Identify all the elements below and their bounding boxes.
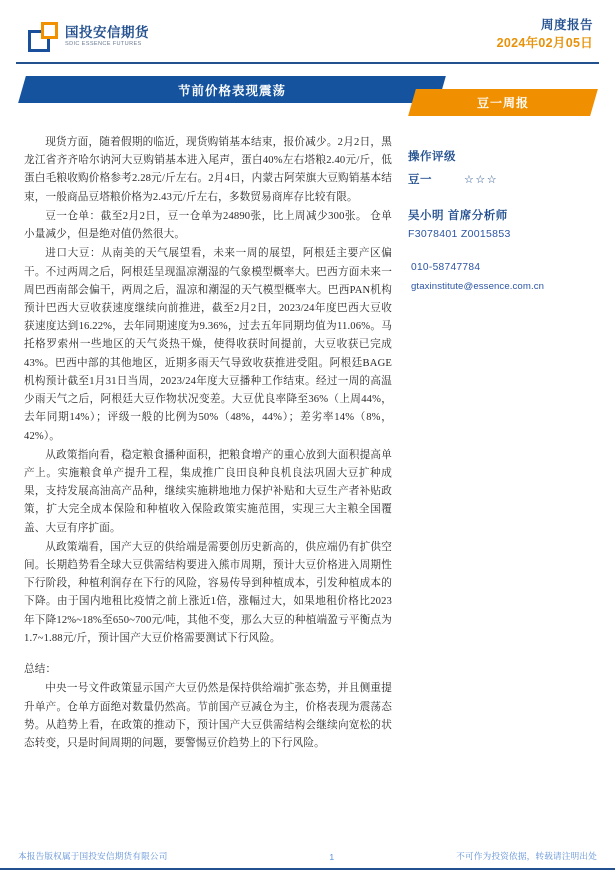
logo-orange-square-icon [41, 22, 58, 39]
analyst-license-code: F3078401 Z0015853 [408, 228, 511, 240]
analyst-sidebar [392, 134, 597, 292]
logo-wordmark [65, 26, 149, 48]
paragraph-warehouse-receipts: 豆一仓单：截至2月2日，豆一仓单为24890张，比上周减少300张。 仓单小量减少，但是绝对值仍然很大。 [24, 210, 392, 241]
banner-tag: 豆一周报 [476, 96, 529, 110]
page-footer [0, 850, 615, 870]
company-logo [28, 22, 149, 52]
logo-chinese-name: 国投安信期货 [65, 25, 149, 41]
rating-stars-icon: ☆☆☆ [464, 173, 499, 186]
contact-email[interactable]: gtaxinstitute@essence.com.cn [411, 281, 545, 292]
rating-product-name: 豆一 [408, 174, 432, 186]
summary-paragraph: 中央一号文件政策显示国产大豆仍然是保持供给端扩张态势，并且侧重提升单产。仓单方面绝对数量仍然高。节前国产豆减仓为主，价格表现为震荡态势。从趋势上看，在政策的推动下，预计国产大豆供需结构会继续向宽松的状态转变，只是时间周期的问题，要警惕豆价趋势上的下行风险。 [24, 683, 392, 749]
contact-phone: 010-58747784 [411, 262, 481, 273]
rating-heading: 操作评级 [408, 151, 456, 163]
title-banner [0, 76, 615, 118]
paragraph-policy-direction: 从政策指向看，稳定粮食播种面积，把粮食增产的重心放到大面积提高单产上。实施粮食单产提升工程，集成推广良田良种良机良法巩固大豆扩种成果，支持发展高油高产品种，继续实施耕地地力保护补贴和大豆生产者补贴政策，扩大完全成本保险和种植收入保险政策实施范围，实现三大主粮全国覆盖、大豆有序扩面。 [24, 449, 392, 534]
footer-disclaimer: 不可作为投资依据，转载请注明出处 [456, 851, 597, 861]
page-content [0, 118, 615, 754]
report-date-label: 2024年02月05日 [496, 36, 593, 51]
paragraph-imported-soybeans: 进口大豆：从南美的天气展望看，未来一周的展望，阿根廷主要产区偏干。不过两周之后，阿根廷呈现温凉潮湿的气象模型概率大。巴西方面未来一周巴西南部会偏干，两周之后，温凉和潮湿的天气模型概率大。巴西PAN机构预计巴西大豆收获速度继续向前推进，截至2月2日，2023/24年度巴西大豆收获速度达到16.22%，去年同期速度为9.36%，过去五年同期均值为11.06%。马托格罗索州一些地区的天气炎热干燥，使得收获时间提前，大豆收获已完成43%。巴西中部的其他地区，近期多雨天气导致收获推进受阻。阿根廷BAGE机构预计截至1月31日当周，2023/24年度大豆播种工作结束。经过一周的高温少雨天气之后，阿根廷大豆作物状况变差。大豆优良率降至36%（上周44%，去年同期14%）；评级一般的比例为50%（48%，44%）；差劣率14%（8%，42%）。 [24, 248, 392, 442]
header-divider [16, 62, 599, 64]
paragraph-spot-market: 现货方面，随着假期的临近，现货购销基本结束，报价减少。2月2日，黑龙江省齐齐哈尔讷河大豆购销基本进入尾声，蛋白40%左右塔粮2.40元/斤，低蛋白毛粮收购价格参考2.28元/斤左右。2月4日，内蒙古阿荣旗大豆购销基本结束，一般商品豆塔粮价格为2.43元/斤左右，多数贸易商库存比较有限。 [24, 137, 392, 203]
page-header [0, 0, 615, 68]
report-kind-label: 周度报告 [540, 18, 593, 32]
header-meta [497, 16, 593, 52]
logo-english-name: SDIC ESSENCE FUTURES [65, 41, 142, 48]
analyst-name: 吴小明 首席分析师 [408, 210, 508, 222]
footer-copyright: 本报告版权属于国投安信期货有限公司 [18, 851, 168, 861]
footer-page-number: 1 [329, 852, 335, 862]
paragraph-policy-supply: 从政策端看，国产大豆的供给端是需要创历史新高的，供应端仍有扩供空间。长期趋势看全球大豆供需结构要进入熊市周期，预计大豆价格进入周期性下行阶段，种植利润存在下行的风险，容易传导到种植成本，引发种植成本的下降。由于国内地租比疫情之前上涨近1倍，涨幅过大，如果地租价格比2023年下降12%~18%至650~700元/吨，其他不变，那么大豆的种植端盈亏平衡点为1.7~1.88元/斤，预计国产大豆价格需要测试下行风险。 [24, 541, 392, 644]
banner-title: 节前价格表现震荡 [177, 83, 286, 98]
logo-mark-icon [28, 22, 58, 52]
rating-row [408, 171, 597, 187]
article-body [18, 134, 392, 754]
summary-heading: 总结： [24, 664, 57, 676]
